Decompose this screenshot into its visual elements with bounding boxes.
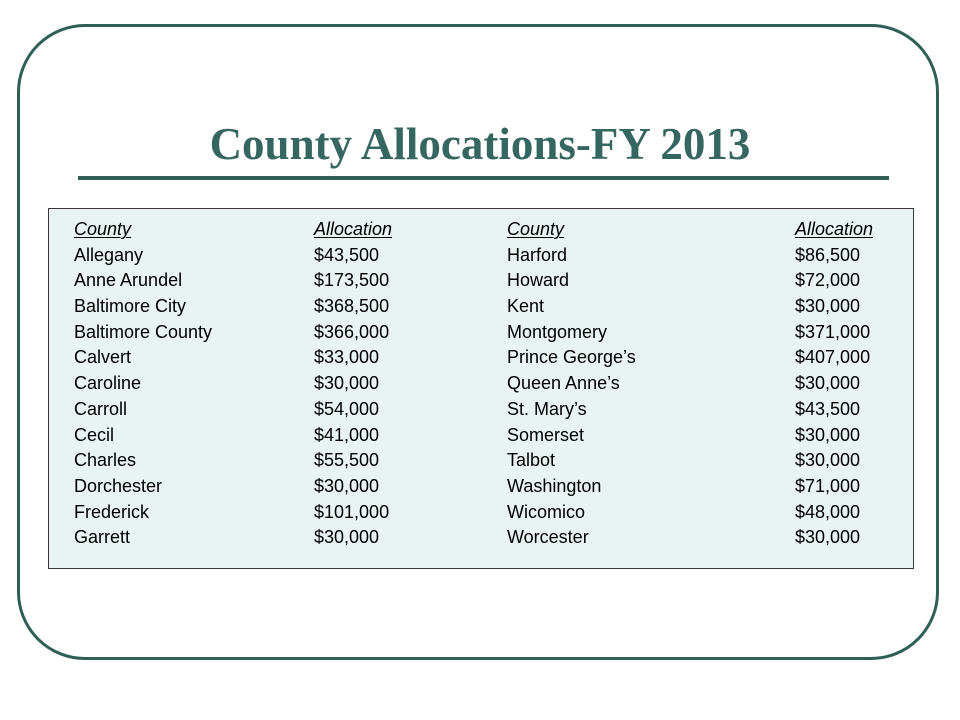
table-cell-county: Somerset	[507, 424, 585, 445]
left-allocation-column	[314, 217, 392, 551]
table-cell-allocation: $30,000	[795, 296, 861, 317]
table-cell-county: Howard	[507, 270, 570, 291]
table-cell-county: Talbot	[507, 450, 556, 471]
table-cell-county: Caroline	[74, 373, 142, 394]
table-cell-allocation: $366,000	[314, 321, 390, 342]
table-cell-county: Charles	[74, 450, 137, 471]
table-cell-county: Calvert	[74, 347, 132, 368]
table-cell-allocation: $41,000	[314, 424, 380, 445]
table-cell-county: Frederick	[74, 501, 150, 522]
table-cell-allocation: $30,000	[795, 373, 861, 394]
table-cell-county: Baltimore County	[74, 321, 213, 342]
left-allocation-header: Allocation	[314, 219, 393, 239]
left-county-column	[74, 217, 212, 551]
table-cell-county: Allegany	[74, 244, 144, 265]
table-cell-county: Harford	[507, 244, 568, 265]
table-cell-county: Cecil	[74, 424, 115, 445]
table-cell-allocation: $30,000	[795, 424, 861, 445]
table-cell-allocation: $368,500	[314, 296, 390, 317]
table-cell-allocation: $30,000	[795, 527, 861, 548]
title-underline-rule	[78, 176, 889, 180]
right-allocation-header: Allocation	[795, 219, 874, 239]
slide-title: County Allocations-FY 2013	[209, 119, 751, 169]
table-cell-allocation: $72,000	[795, 270, 861, 291]
table-cell-allocation: $55,500	[314, 450, 380, 471]
table-cell-county: Garrett	[74, 527, 131, 548]
table-cell-allocation: $407,000	[795, 347, 871, 368]
left-county-header: County	[74, 219, 132, 239]
table-cell-allocation: $30,000	[314, 527, 380, 548]
table-cell-county: Dorchester	[74, 475, 163, 496]
table-cell-allocation: $33,000	[314, 347, 380, 368]
table-cell-allocation: $101,000	[314, 501, 390, 522]
table-cell-allocation: $43,500	[795, 398, 861, 419]
table-cell-county: St. Mary’s	[507, 398, 587, 419]
right-county-header: County	[507, 219, 565, 239]
table-cell-county: Carroll	[74, 398, 128, 419]
table-cell-county: Kent	[507, 296, 545, 317]
table-cell-allocation: $30,000	[314, 373, 380, 394]
table-cell-county: Washington	[507, 475, 602, 496]
right-allocation-column	[795, 217, 873, 551]
table-cell-allocation: $54,000	[314, 398, 380, 419]
table-cell-allocation: $43,500	[314, 244, 380, 265]
table-cell-county: Worcester	[507, 527, 589, 548]
table-cell-county: Queen Anne’s	[507, 373, 620, 394]
right-county-column	[507, 217, 636, 551]
table-cell-allocation: $48,000	[795, 501, 861, 522]
table-cell-county: Anne Arundel	[74, 270, 183, 291]
table-cell-county: Baltimore City	[74, 296, 187, 317]
table-cell-allocation: $371,000	[795, 321, 871, 342]
table-cell-county: Wicomico	[507, 501, 586, 522]
table-cell-allocation: $71,000	[795, 475, 861, 496]
table-cell-county: Montgomery	[507, 321, 608, 342]
table-cell-allocation: $86,500	[795, 244, 861, 265]
table-cell-allocation: $173,500	[314, 270, 390, 291]
table-cell-allocation: $30,000	[795, 450, 861, 471]
table-cell-allocation: $30,000	[314, 475, 380, 496]
table-cell-county: Prince George’s	[507, 347, 636, 368]
